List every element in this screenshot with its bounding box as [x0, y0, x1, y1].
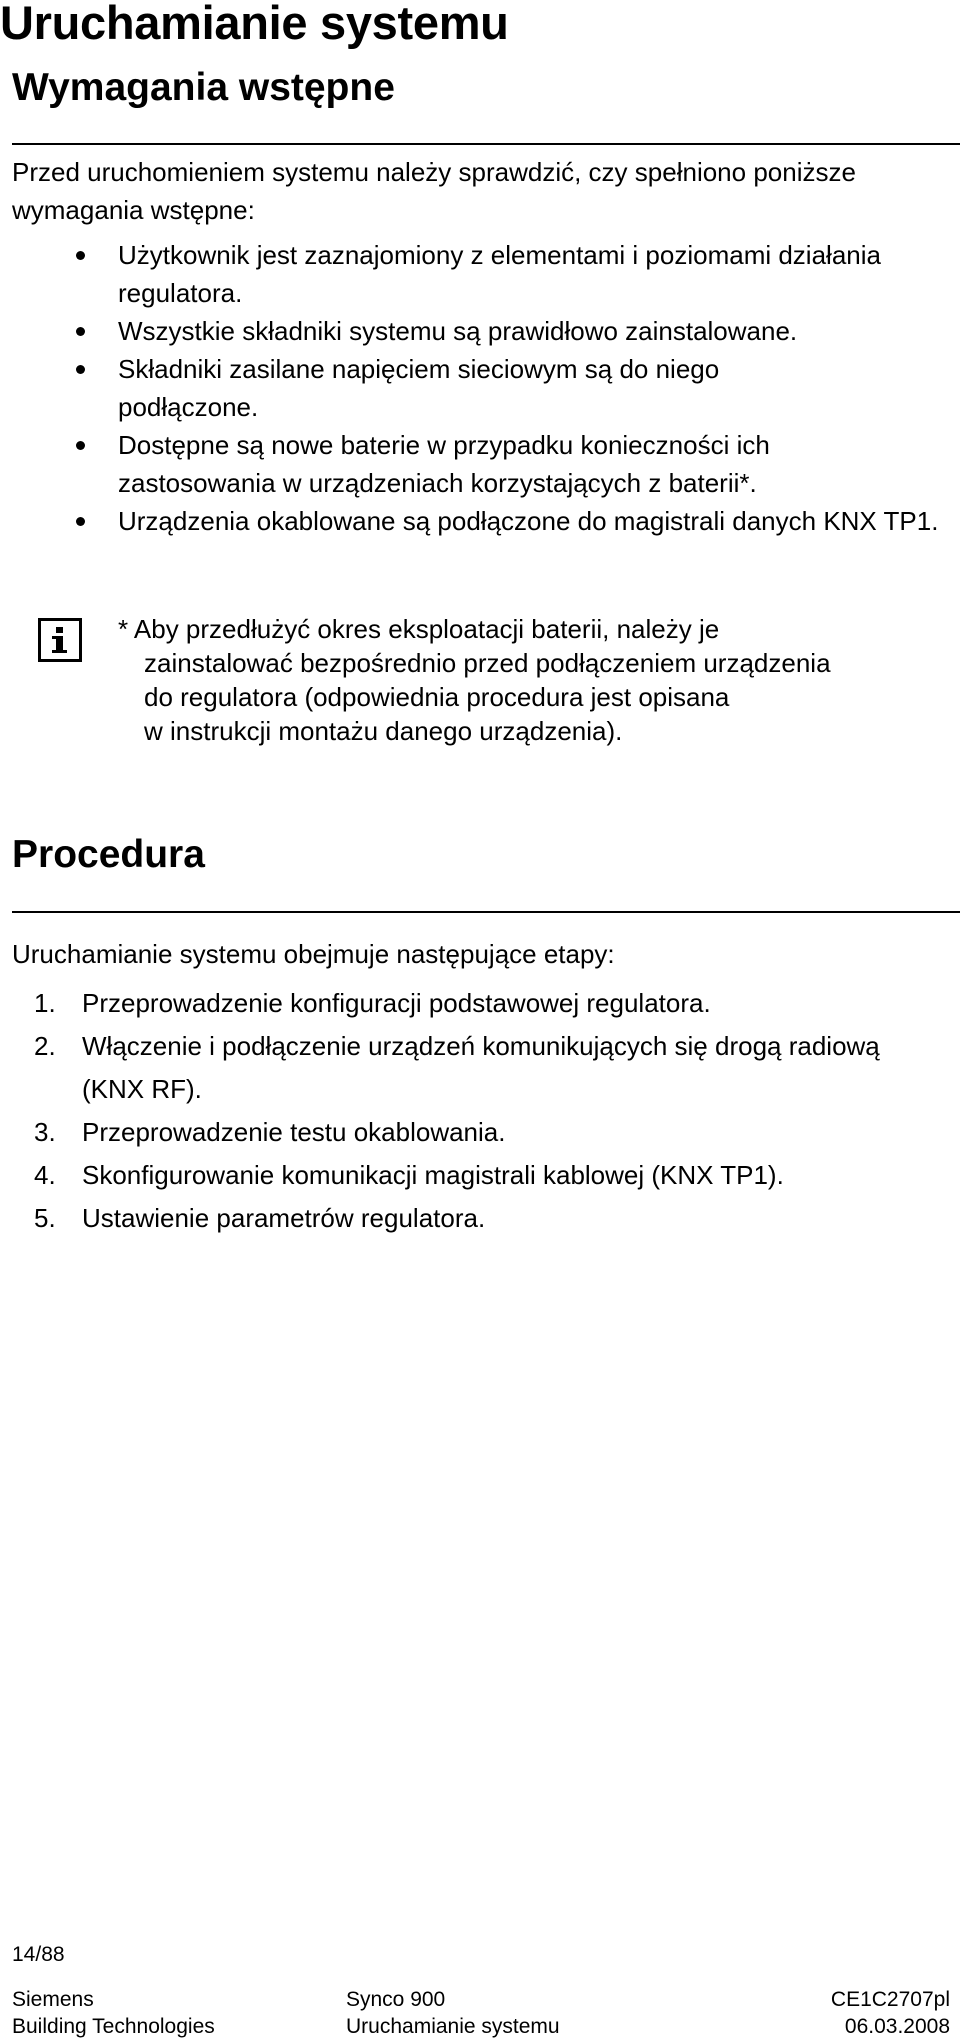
info-icon	[38, 618, 82, 662]
list-item	[0, 982, 920, 1025]
footer-doc-id: CE1C2707pl	[830, 1988, 950, 2011]
list-item-text: Wszystkie składniki systemu są prawidłowo zainstalowane.	[118, 316, 798, 346]
section-divider	[12, 143, 960, 145]
list-item	[0, 312, 938, 350]
page-title: Uruchamianie systemu	[0, 0, 509, 49]
footer-company: Siemens	[12, 1988, 94, 2011]
note-line: do regulatora (odpowiednia procedura jest opisana	[144, 682, 730, 712]
requirements-list	[0, 236, 939, 540]
page-number: 14/88	[12, 1943, 65, 1966]
list-item	[0, 236, 898, 312]
procedure-intro: Uruchamianie systemu obejmuje następujące etapy:	[12, 939, 615, 969]
list-item-text: Dostępne są nowe baterie w przypadku konieczności ich zastosowania w urządzeniach korzystających z baterii*.	[118, 430, 770, 498]
footer-division: Building Technologies	[12, 2015, 215, 2038]
list-item	[0, 426, 918, 502]
step-text: Przeprowadzenie testu okablowania.	[82, 1117, 506, 1147]
bullet-icon	[76, 441, 85, 450]
list-item	[0, 1111, 920, 1154]
footer-date: 06.03.2008	[844, 2015, 950, 2038]
note-line: zainstalować bezpośrednio przed podłączeniem urządzenia	[144, 648, 831, 678]
step-number: 4.	[34, 1160, 56, 1190]
section-title-procedure: Procedura	[12, 833, 205, 876]
step-number: 5.	[34, 1203, 56, 1233]
bullet-icon	[76, 327, 85, 336]
bullet-icon	[76, 365, 85, 374]
step-text: Przeprowadzenie konfiguracji podstawowej regulatora.	[82, 988, 711, 1018]
bullet-icon	[76, 251, 85, 260]
section-divider	[12, 911, 960, 913]
list-item-text: Użytkownik jest zaznajomiony z elementami i poziomami działania regulatora.	[118, 240, 881, 308]
list-item	[0, 1025, 912, 1111]
step-text: Skonfigurowanie komunikacji magistrali kablowej (KNX TP1).	[82, 1160, 784, 1190]
step-number: 1.	[34, 988, 56, 1018]
step-number: 2.	[34, 1031, 56, 1061]
footer-product: Synco 900	[346, 1988, 446, 2011]
bullet-icon	[76, 517, 85, 526]
step-number: 3.	[34, 1117, 56, 1147]
section-title-requirements: Wymagania wstępne	[12, 66, 395, 109]
list-item	[0, 350, 838, 426]
list-item	[0, 502, 948, 540]
note-line: w instrukcji montażu danego urządzenia).	[144, 716, 623, 746]
step-text: Włączenie i podłączenie urządzeń komunikujących się drogą radiową (KNX RF).	[82, 1031, 880, 1104]
footer-section: Uruchamianie systemu	[346, 2015, 560, 2038]
list-item-text: Urządzenia okablowane są podłączone do magistrali danych KNX TP1.	[118, 506, 939, 536]
list-item	[0, 1154, 920, 1197]
procedure-steps	[0, 982, 920, 1240]
note-line: * Aby przedłużyć okres eksploatacji baterii, należy je	[118, 614, 720, 644]
list-item	[0, 1197, 920, 1240]
requirements-intro: Przed uruchomieniem systemu należy sprawdzić, czy spełniono poniższe wymagania wstępne:	[12, 157, 856, 225]
step-text: Ustawienie parametrów regulatora.	[82, 1203, 486, 1233]
battery-note	[118, 612, 958, 748]
list-item-text: Składniki zasilane napięciem sieciowym są do niego podłączone.	[118, 354, 720, 422]
